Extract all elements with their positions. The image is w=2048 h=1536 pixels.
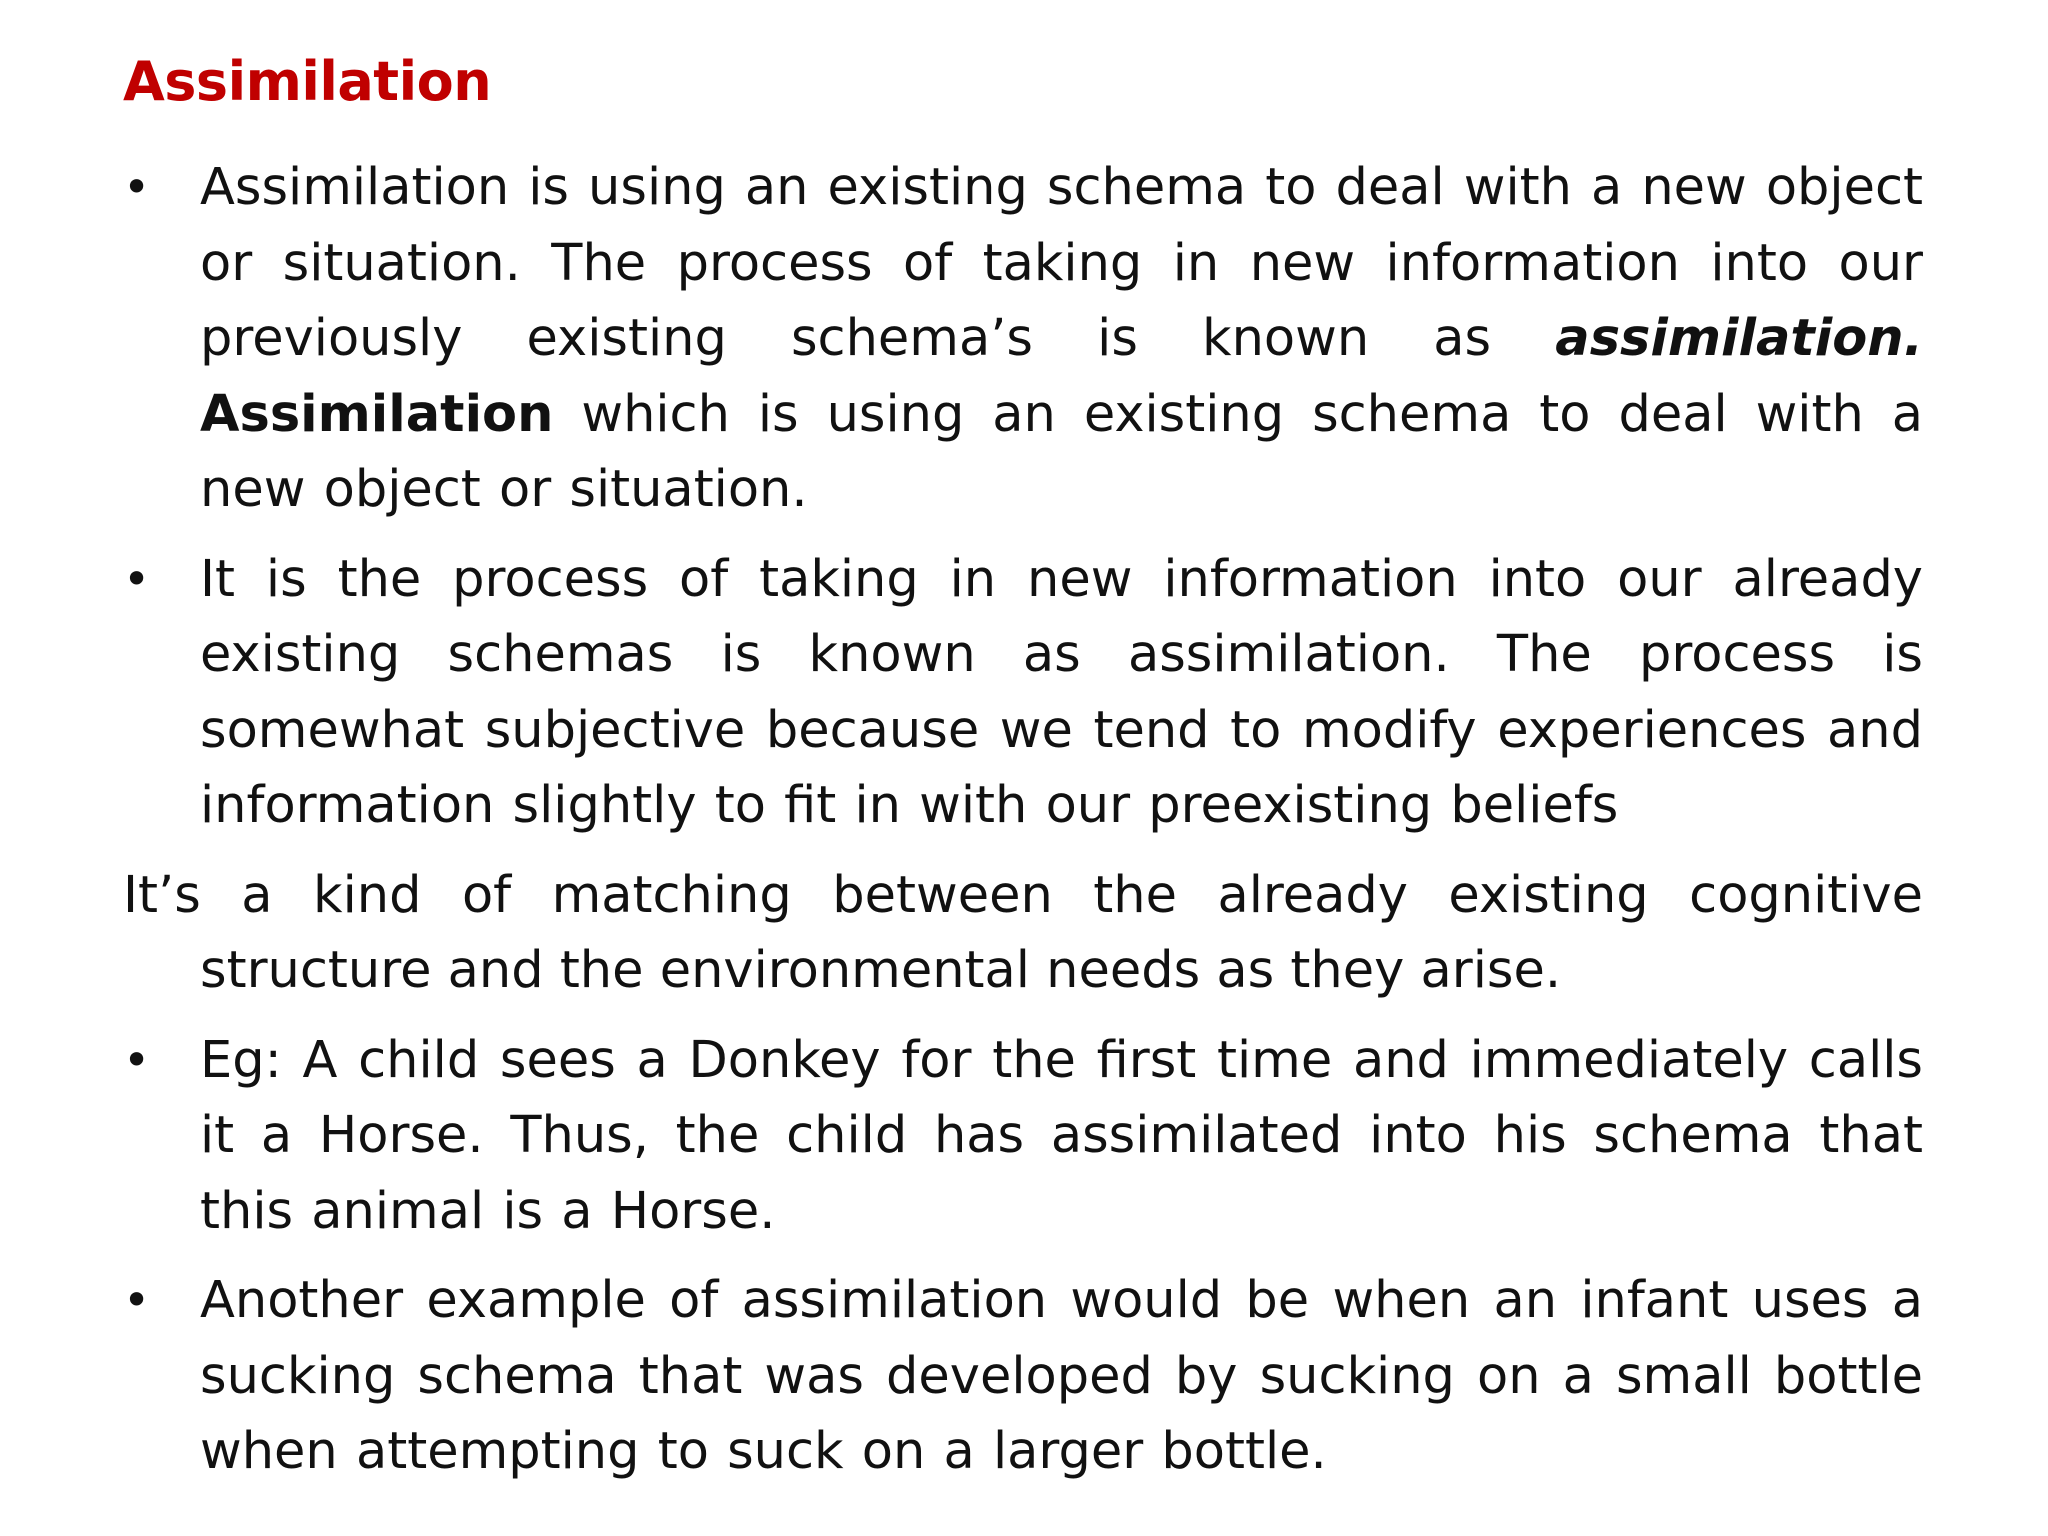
bullet-marker: • bbox=[123, 551, 151, 606]
bullet-item-3 bbox=[123, 1023, 1923, 1250]
bullet-1-bold-term: Assimilation bbox=[200, 384, 554, 444]
bullet-item-1 bbox=[123, 150, 1923, 528]
bullet-1-text-a: Assimilation is using an existing schema to deal with a new object or situation. The process of taking in new information into our previously existing schema’s is known as bbox=[200, 158, 1923, 368]
paragraph-matching: It’s a kind of matching between the already existing cognitive structure and the environmental needs as they arise. bbox=[123, 865, 1923, 1000]
bullet-1-text-b: which is using an existing schema to deal with a new object or situation. bbox=[200, 384, 1923, 519]
bullet-3-text: Eg: A child sees a Donkey for the first time and immediately calls it a Horse. Thus, the child has assimilated into his schema that this animal is a Horse. bbox=[200, 1030, 1923, 1241]
slide-title: Assimilation bbox=[123, 50, 492, 113]
bullet-2-text: It is the process of taking in new information into our already existing schemas is known as assimilation. The process is somewhat subjective because we tend to modify experiences and information slightly to fit in with our preexisting beliefs bbox=[200, 549, 1923, 835]
bullet-marker: • bbox=[123, 1032, 151, 1087]
bullet-4-text: Another example of assimilation would be when an infant uses a sucking schema that was developed by sucking on a small bottle when attempting to suck on a larger bottle. bbox=[200, 1271, 1923, 1481]
bullet-marker: • bbox=[123, 1273, 151, 1327]
bullet-1-bold-italic-term: assimilation. bbox=[1555, 309, 1923, 368]
bullet-item-4 bbox=[123, 1263, 1923, 1490]
slide-content bbox=[123, 150, 1923, 1490]
bullet-item-2 bbox=[123, 542, 1923, 844]
bullet-marker: • bbox=[123, 160, 151, 214]
